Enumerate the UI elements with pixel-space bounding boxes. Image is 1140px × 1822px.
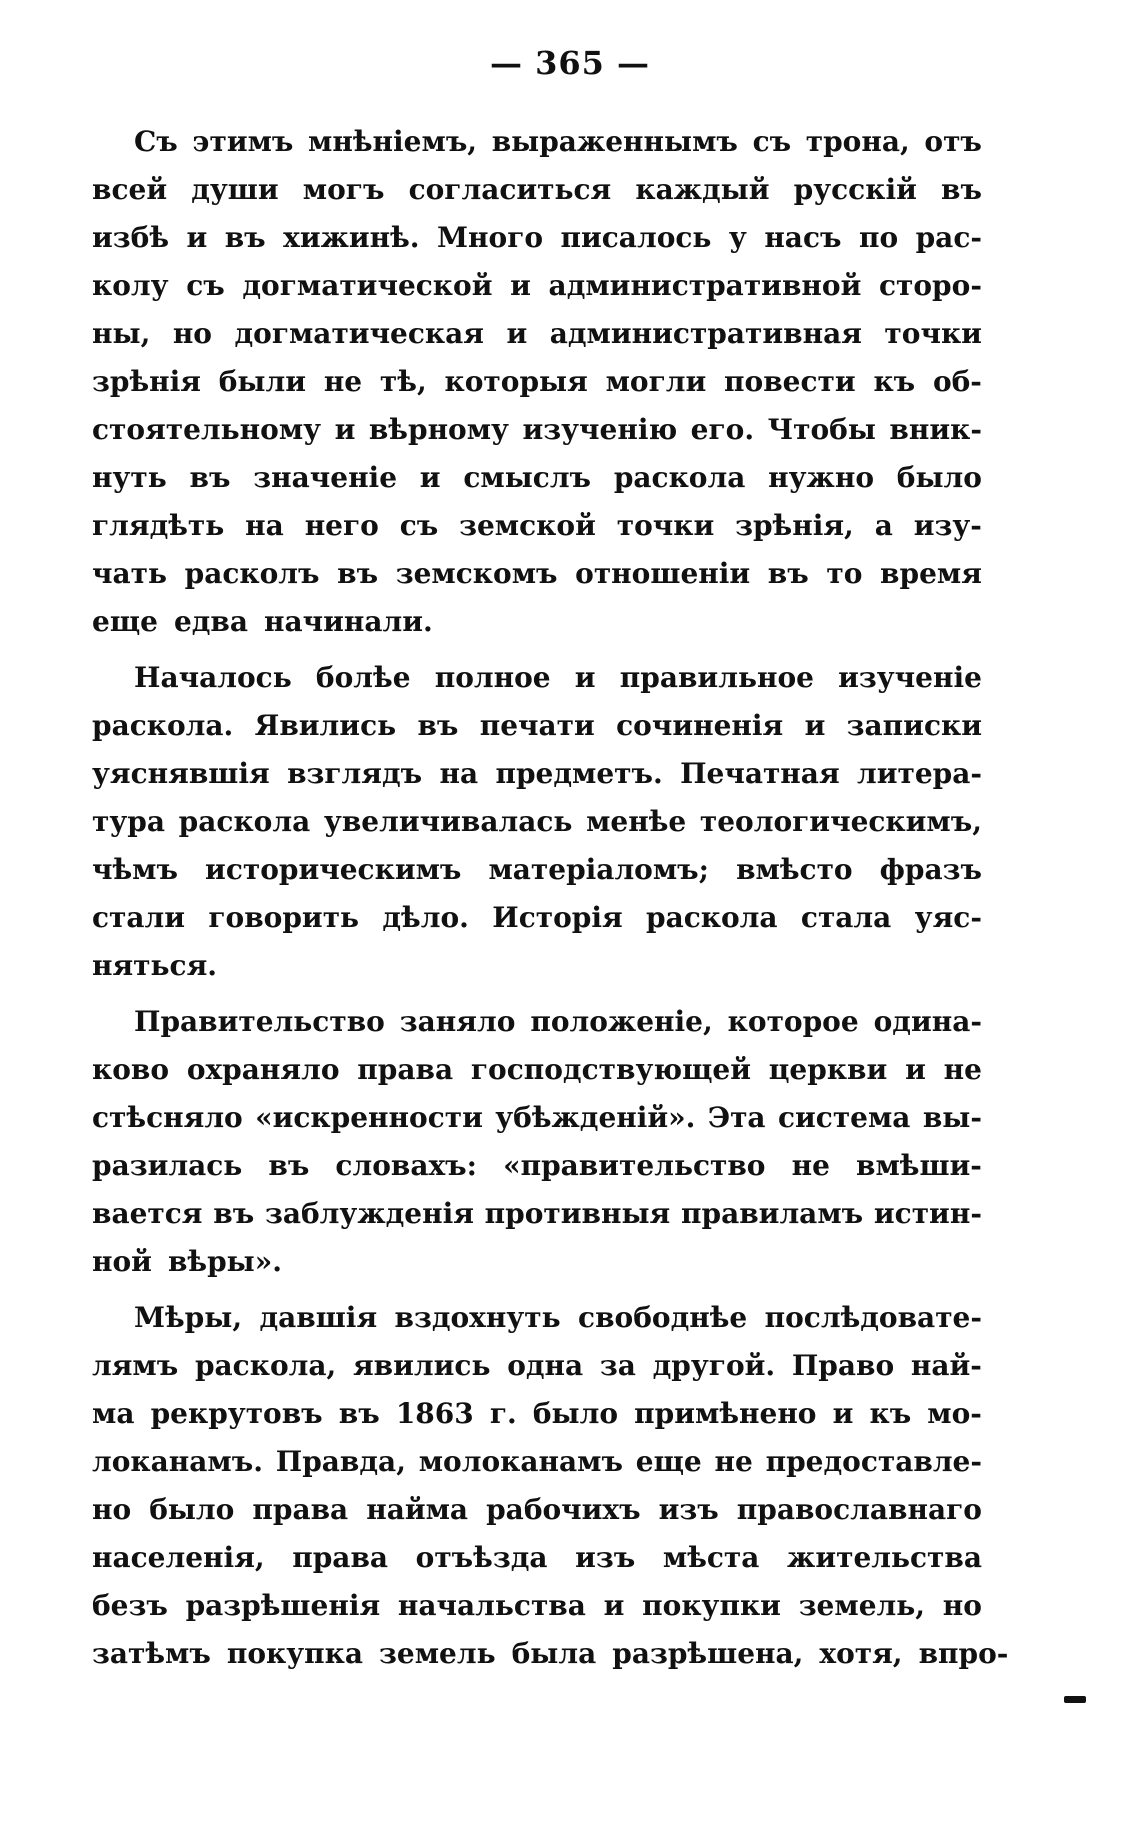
paragraph [92, 998, 982, 1286]
text-line: уяснявшія взглядъ на предметъ. Печатная литера- [92, 757, 982, 790]
text-line: стѣсняло «искренности убѣжденій». Эта система вы- [92, 1101, 982, 1134]
text-line: чать расколъ въ земскомъ отношеніи въ то время [92, 557, 982, 590]
text-line: чѣмъ историческимъ матеріаломъ; вмѣсто фразъ [92, 853, 982, 886]
body-text [92, 118, 1009, 1686]
paragraph [92, 654, 982, 990]
text-line: ково охраняло права господствующей церкви и не [92, 1053, 982, 1086]
text-line: но было права найма рабочихъ изъ православнаго [92, 1493, 982, 1526]
text-line: еще едва начинали. [92, 605, 433, 638]
text-line: колу съ догматической и административной сторо- [92, 269, 982, 302]
text-line: стали говорить дѣло. Исторія раскола стала уяс- [92, 901, 982, 934]
text-line: Мѣры, давшія вздохнуть свободнѣе послѣдовате- [134, 1301, 982, 1334]
text-line: глядѣть на него съ земской точки зрѣнія, а изу- [92, 509, 982, 542]
edge-mark [1064, 1696, 1086, 1703]
text-line: локанамъ. Правда, молоканамъ еще не предоставле- [92, 1445, 982, 1478]
text-line: вается въ заблужденія противныя правиламъ истин- [92, 1197, 982, 1230]
text-line: нуть въ значеніе и смыслъ раскола нужно было [92, 461, 982, 494]
paragraph [92, 1294, 1009, 1678]
text-line: Съ этимъ мнѣніемъ, выраженнымъ съ трона, отъ [134, 125, 982, 158]
text-line: тура раскола увеличивалась менѣе теологическимъ, [92, 805, 982, 838]
text-line: стоятельному и вѣрному изученію его. Чтобы вник- [92, 413, 982, 446]
text-line: ной вѣры». [92, 1245, 282, 1278]
text-line: избѣ и въ хижинѣ. Много писалось у насъ по рас- [92, 221, 982, 254]
text-line: безъ разрѣшенія начальства и покупки земель, но [92, 1589, 982, 1622]
text-line: раскола. Явились въ печати сочиненія и записки [92, 709, 982, 742]
text-line: населенія, права отъѣзда изъ мѣста жительства [92, 1541, 982, 1574]
text-line: ны, но догматическая и административная точки [92, 317, 982, 350]
text-line: разилась въ словахъ: «правительство не вмѣши- [92, 1149, 982, 1182]
text-line: затѣмъ покупка земель была разрѣшена, хотя, впро- [92, 1637, 1009, 1670]
text-line: зрѣнія были не тѣ, которыя могли повести къ об- [92, 365, 982, 398]
page-number: — 365 — [489, 44, 651, 82]
text-line: Правительство заняло положеніе, которое одина- [134, 1005, 982, 1038]
text-line: ма рекрутовъ въ 1863 г. было примѣнено и къ мо- [92, 1397, 982, 1430]
text-line: лямъ раскола, явились одна за другой. Право най- [92, 1349, 982, 1382]
text-line: Началось болѣе полное и правильное изученіе [134, 661, 982, 694]
text-line: няться. [92, 949, 218, 982]
text-line: всей души могъ согласиться каждый русскій въ [92, 173, 982, 206]
paragraph [92, 118, 982, 646]
